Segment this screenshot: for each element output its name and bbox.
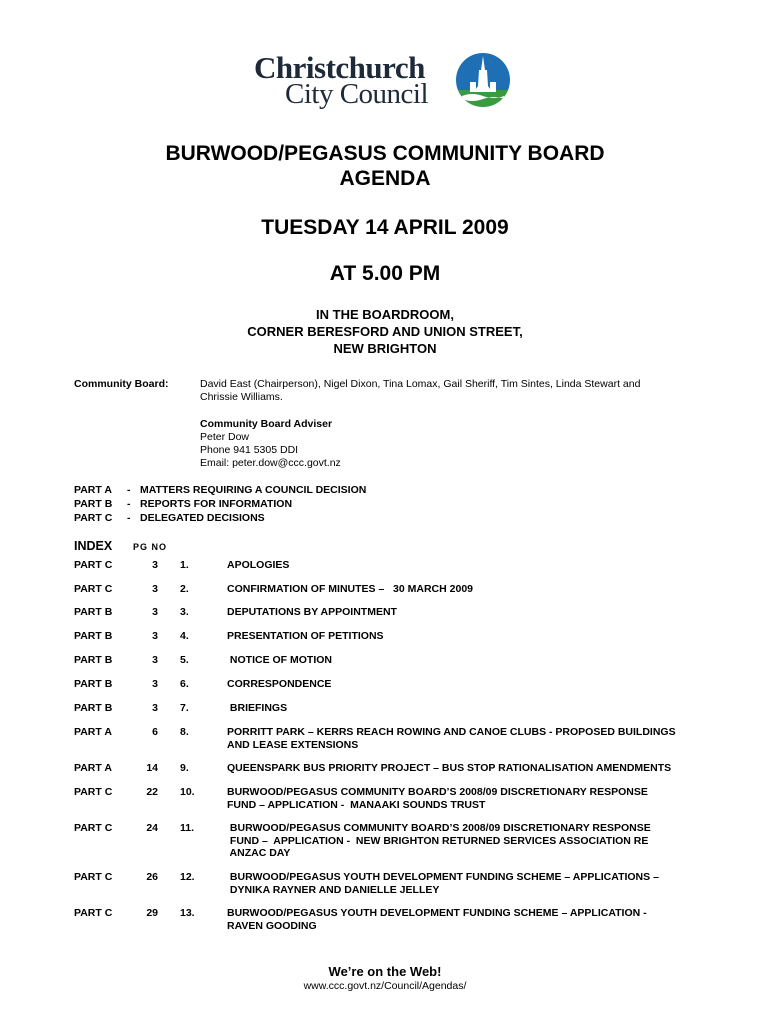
item-title-line: AND LEASE EXTENSIONS xyxy=(227,738,359,751)
item-title-line: PORRITT PARK – KERRS REACH ROWING AND CANOE CLUBS - PROPOSED BUILDINGS xyxy=(227,726,676,738)
legend-part: PART C xyxy=(74,512,113,524)
venue-line1: IN THE BOARDROOM, xyxy=(316,307,454,322)
item-title-line: BURWOOD/PEGASUS YOUTH DEVELOPMENT FUNDING SCHEME – APPLICATIONS – xyxy=(227,871,659,883)
item-page-number: 3 xyxy=(152,678,158,690)
adviser-heading: Community Board Adviser xyxy=(200,418,333,430)
item-part: PART C xyxy=(74,871,113,883)
footer-url: www.ccc.govt.nz/Council/Agendas/ xyxy=(303,980,467,992)
item-number: 13. xyxy=(180,907,195,919)
item-page-number: 22 xyxy=(146,786,158,798)
index-label: INDEX xyxy=(74,539,113,553)
item-title-line: BURWOOD/PEGASUS YOUTH DEVELOPMENT FUNDING SCHEME – APPLICATION - xyxy=(227,907,647,919)
item-number: 4. xyxy=(180,630,189,642)
legend-dash: - xyxy=(127,512,131,524)
logo-line1: Christchurch xyxy=(254,50,425,85)
agenda-title-line1: BURWOOD/PEGASUS COMMUNITY BOARD xyxy=(165,142,605,165)
item-number: 11. xyxy=(180,822,195,834)
item-part: PART B xyxy=(74,654,113,666)
adviser-phone: Phone 941 5305 DDI xyxy=(200,444,299,456)
item-part: PART B xyxy=(74,702,113,714)
legend-desc: MATTERS REQUIRING A COUNCIL DECISION xyxy=(140,484,367,496)
item-page-number: 6 xyxy=(152,726,158,738)
item-part: PART C xyxy=(74,786,113,798)
item-page-number: 3 xyxy=(152,559,158,571)
item-title-line: FUND – APPLICATION - NEW BRIGHTON RETURNED SERVICES ASSOCIATION RE xyxy=(227,834,649,847)
legend-desc: DELEGATED DECISIONS xyxy=(140,512,265,524)
item-part: PART A xyxy=(74,762,112,774)
board-members-line1: David East (Chairperson), Nigel Dixon, Tina Lomax, Gail Sheriff, Tim Sintes, Linda Stewart and xyxy=(200,378,641,390)
item-title-line: RAVEN GOODING xyxy=(227,919,317,932)
venue-line2: CORNER BERESFORD AND UNION STREET, xyxy=(247,324,523,339)
adviser-name: Peter Dow xyxy=(200,431,250,443)
item-page-number: 14 xyxy=(146,762,158,774)
item-title-line: BRIEFINGS xyxy=(227,702,288,714)
item-page-number: 26 xyxy=(146,871,158,883)
item-number: 7. xyxy=(180,702,189,714)
item-page-number: 3 xyxy=(152,583,158,595)
board-members-line2: Chrissie Williams. xyxy=(200,391,283,403)
item-title-line: DEPUTATIONS BY APPOINTMENT xyxy=(227,606,397,618)
logo-line2: City Council xyxy=(285,78,429,110)
item-part: PART C xyxy=(74,822,113,834)
item-title-line: BURWOOD/PEGASUS COMMUNITY BOARD’S 2008/09 DISCRETIONARY RESPONSE xyxy=(227,822,651,834)
legend-dash: - xyxy=(127,498,131,510)
item-number: 6. xyxy=(180,678,189,690)
agenda-title-line2: AGENDA xyxy=(339,167,431,190)
item-title-line: QUEENSPARK BUS PRIORITY PROJECT – BUS STOP RATIONALISATION AMENDMENTS xyxy=(227,762,672,774)
legend-desc: REPORTS FOR INFORMATION xyxy=(140,498,293,510)
item-part: PART B xyxy=(74,630,113,642)
item-title-line: ANZAC DAY xyxy=(227,847,291,859)
legend-dash: - xyxy=(127,484,131,496)
item-number: 9. xyxy=(180,762,189,774)
item-title-line: APOLOGIES xyxy=(227,559,290,571)
item-part: PART C xyxy=(74,583,113,595)
item-page-number: 3 xyxy=(152,630,158,642)
item-number: 3. xyxy=(180,606,189,618)
item-part: PART B xyxy=(74,678,113,690)
item-page-number: 3 xyxy=(152,654,158,666)
item-title-line: CORRESPONDENCE xyxy=(227,678,332,690)
item-part: PART C xyxy=(74,907,113,919)
item-page-number: 29 xyxy=(146,907,158,919)
footer-heading: We’re on the Web! xyxy=(328,964,442,979)
item-title-line: PRESENTATION OF PETITIONS xyxy=(227,630,384,642)
item-title-line: DYNIKA RAYNER AND DANIELLE JELLEY xyxy=(227,883,440,896)
legend-part: PART A xyxy=(74,484,112,496)
item-number: 5. xyxy=(180,654,189,666)
cathedral-emblem-icon xyxy=(452,52,514,108)
item-part: PART C xyxy=(74,559,113,571)
item-page-number: 24 xyxy=(146,822,158,834)
adviser-email: Email: peter.dow@ccc.govt.nz xyxy=(200,457,341,469)
item-title-line: BURWOOD/PEGASUS COMMUNITY BOARD’S 2008/09 DISCRETIONARY RESPONSE xyxy=(227,786,648,798)
item-number: 2. xyxy=(180,583,189,595)
community-board-label: Community Board: xyxy=(74,378,169,390)
item-number: 10. xyxy=(180,786,195,798)
item-title-line: NOTICE OF MOTION xyxy=(227,654,332,666)
legend-part: PART B xyxy=(74,498,113,510)
item-title-line: FUND – APPLICATION - MANAAKI SOUNDS TRUST xyxy=(227,798,486,811)
item-title-line: CONFIRMATION OF MINUTES – 30 MARCH 2009 xyxy=(227,583,474,595)
item-number: 12. xyxy=(180,871,195,883)
item-page-number: 3 xyxy=(152,702,158,714)
item-part: PART A xyxy=(74,726,112,738)
item-part: PART B xyxy=(74,606,113,618)
item-number: 1. xyxy=(180,559,189,571)
page-number-label: PG NO xyxy=(133,542,168,552)
venue-line3: NEW BRIGHTON xyxy=(333,341,437,356)
item-number: 8. xyxy=(180,726,189,738)
item-page-number: 3 xyxy=(152,606,158,618)
meeting-time: AT 5.00 PM xyxy=(329,262,441,285)
meeting-date: TUESDAY 14 APRIL 2009 xyxy=(261,216,509,239)
